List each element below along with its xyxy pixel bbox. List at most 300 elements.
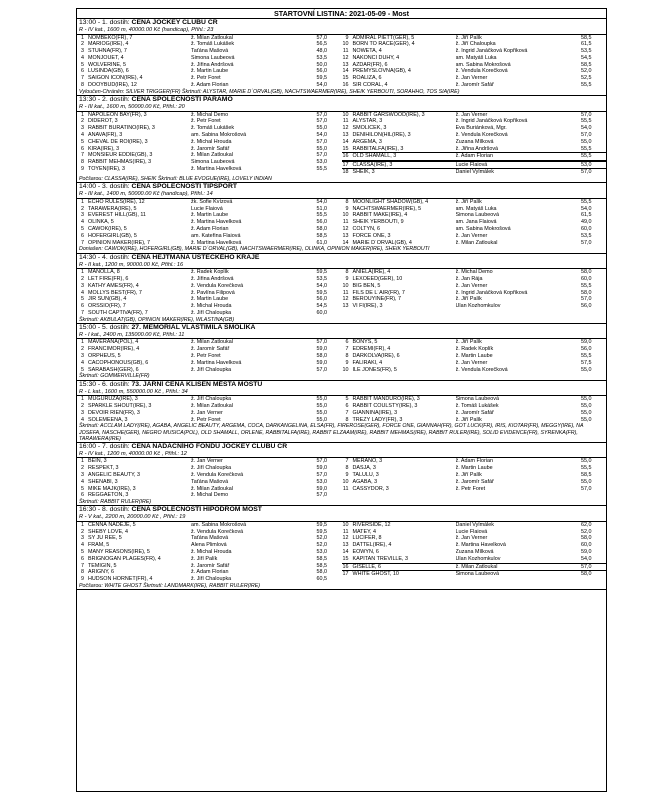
runner-number: 14 — [342, 549, 349, 556]
horse-name: DARKOLVA(IRE), 6 — [352, 353, 400, 360]
jockey-name: ž. Michal Hrouda — [191, 549, 232, 556]
race-meta: R - L kat., 1600 m, 550000.00 Kč , Přihl.: 34 — [77, 389, 606, 397]
runner-number: 1 — [81, 396, 84, 403]
table-row — [342, 303, 607, 310]
horse-name: KAPITAN TREVILLE, 3 — [352, 555, 409, 562]
race-note: Počšarou: CLASSA(IRE), SHEIK Škrtnutí: BLUE EVOGUE(IRE), LOVELY INDIAN — [79, 176, 272, 183]
race-block — [77, 254, 606, 324]
jockey-name: ž. Jaromír Šafář — [191, 145, 230, 152]
carried-weight: 57,0 — [581, 296, 592, 303]
runner-number: 3 — [81, 125, 84, 132]
runner-number: 1 — [81, 339, 84, 346]
table-row — [342, 549, 607, 556]
horse-name: FALIRAKI, 4 — [352, 359, 383, 366]
carried-weight: 55,5 — [581, 198, 592, 205]
runner-number: 4 — [81, 219, 84, 226]
race-heading — [77, 324, 606, 332]
horse-name: FORCE ONE, 3 — [352, 232, 391, 239]
runner-column-left — [77, 269, 342, 317]
horse-name: NAPOLEON BAY(FR), 3 — [88, 111, 147, 118]
race-note: Škrtnutí: AKBULAT(GB), OPINION MAKER(IRE), WLASTINA(GB) — [79, 316, 235, 323]
horse-name: SHEBY LOVE, 4 — [88, 528, 129, 535]
table-row — [77, 339, 342, 346]
horse-name: DEVOIR RIEN(FR), 3 — [88, 409, 140, 416]
table-row — [342, 219, 607, 226]
race-meta: R - V kat., 2200 m, 20000.00 Kč , Přihl.: 19 — [77, 514, 606, 522]
race-meta: R - IV kat., 1200 m, 40000.00 Kč , Přihl.: 12 — [77, 451, 606, 459]
runner-number: 1 — [81, 269, 84, 276]
horse-name: MUGURUZA(IRE), 3 — [88, 396, 138, 403]
carried-weight: 52,5 — [581, 75, 592, 82]
jockey-name: ž. Radek Koplík — [191, 269, 229, 276]
runner-number: 11 — [342, 219, 349, 226]
runner-number: 11 — [342, 289, 349, 296]
runner-number: 8 — [81, 82, 84, 89]
horse-name: EVEREST HILL(GB), 11 — [88, 212, 146, 219]
jockey-name: ž. Jiří Palík — [455, 339, 482, 346]
carried-weight: 58,5 — [316, 562, 327, 569]
table-row — [342, 125, 607, 132]
table-row — [77, 542, 342, 549]
horse-name: DOOYBUD(IRE), 12 — [88, 82, 137, 89]
carried-weight: 57,0 — [316, 472, 327, 478]
carried-weight: 56,0 — [316, 68, 327, 75]
jockey-name: ž. Martin Laube — [191, 68, 229, 75]
table-row — [77, 360, 342, 367]
table-row — [77, 206, 342, 213]
carried-weight: 57,0 — [316, 152, 327, 159]
race-meta: R - III kat., 1600 m, 50000.00 Kč, Přihl.: 20 — [77, 104, 606, 112]
carried-weight: 58,0 — [581, 289, 592, 296]
table-row — [342, 48, 607, 55]
race-block — [77, 19, 606, 96]
jockey-name: ž. Martina Havelková — [191, 359, 242, 366]
jockey-name: ž. Vendula Korečková — [455, 366, 508, 373]
horse-name: OLD SHAMALL, 3 — [352, 153, 397, 160]
horse-name: MANY REASONS(IRE), 5 — [88, 549, 150, 556]
jockey-name: ž. Tomáš Lukášek — [191, 125, 235, 132]
runner-number: 6 — [81, 232, 84, 239]
carried-weight: 59,5 — [316, 269, 327, 276]
runner-number: 8 — [81, 569, 84, 576]
runner-column-left — [77, 396, 342, 423]
horse-name: FRAM, 5 — [88, 542, 110, 549]
table-row — [77, 269, 342, 276]
table-row — [342, 226, 607, 233]
jockey-name: Lucie Flaiová — [455, 528, 488, 535]
carried-weight: 59,5 — [316, 528, 327, 535]
runner-column-right — [342, 112, 607, 177]
table-row — [342, 367, 607, 374]
runner-number: 13 — [342, 232, 349, 239]
carried-weight: 49,0 — [581, 219, 592, 226]
jockey-name: ž. Martina Havelková — [191, 219, 242, 226]
table-row — [77, 75, 342, 82]
runner-number: 9 — [345, 205, 349, 212]
race-block — [77, 324, 606, 381]
table-row — [77, 152, 342, 159]
jockey-name: žk. Sofie Kvízová — [191, 198, 233, 205]
carried-weight: 54,5 — [316, 303, 327, 310]
horse-name: TEMIGIN, 5 — [88, 562, 117, 569]
horse-name: COLTYN, 6 — [352, 226, 380, 233]
jockey-name: am. Sabina Mokrošová — [455, 226, 511, 233]
runner-number: 5 — [81, 366, 84, 373]
horse-name: MONJOUET, 4 — [88, 54, 124, 61]
carried-weight: 55,0 — [581, 409, 592, 416]
horse-name: DATTEL(IRE), 4 — [352, 542, 392, 549]
jockey-name: ž. Jan Verner — [455, 535, 488, 542]
horse-name: ORPHEUS, 5 — [88, 353, 121, 360]
carried-weight: 57,0 — [581, 563, 592, 570]
table-row — [342, 199, 607, 206]
table-row — [342, 206, 607, 213]
jockey-name: am. Jana Flaiová — [455, 219, 497, 226]
carried-weight: 57,0 — [316, 34, 327, 41]
horse-name: CLASSA(IRE), 3 — [352, 161, 393, 168]
table-row — [342, 132, 607, 139]
carried-weight: 55,0 — [581, 402, 592, 409]
horse-name: GIANNINA(IRE), 3 — [352, 409, 398, 416]
jockey-name: ž. Jiřina Andršová — [191, 275, 234, 282]
runner-number: 5 — [81, 226, 84, 233]
runner-number: 8 — [345, 198, 349, 205]
carried-weight: 54,0 — [581, 555, 592, 562]
carried-weight: 55,0 — [581, 478, 592, 485]
carried-weight: 54,0 — [581, 125, 592, 132]
jockey-name: ž. Vendula Korečková — [191, 282, 244, 289]
jockey-name: ž. Milan Zatloukal — [191, 402, 233, 409]
horse-name: OPINION MAKER(IRE), 7 — [88, 239, 151, 246]
race-time-label: 13:00 - 1. dostih: — [79, 19, 132, 26]
runner-number: 4 — [81, 359, 84, 366]
horse-name: ADMIRAL PIETT(GER), 5 — [352, 34, 415, 41]
horse-name: EDREMI(FR), 4 — [352, 346, 391, 353]
carried-weight: 61,0 — [316, 239, 327, 246]
horse-name: ILE JONES(FR), 5 — [352, 366, 397, 373]
table-row — [77, 146, 342, 153]
jockey-name: Daniel Vylmálek — [455, 169, 494, 176]
carried-weight: 50,0 — [316, 61, 327, 68]
carried-weight: 59,0 — [581, 339, 592, 346]
runner-number: 11 — [342, 528, 349, 535]
jockey-name: ž. Jiří Chaloupka — [191, 465, 232, 472]
carried-weight: 57,0 — [316, 111, 327, 118]
table-row — [77, 310, 342, 317]
table-row — [77, 82, 342, 89]
runner-column-right — [342, 396, 607, 423]
jockey-name: ž. Martin Laube — [455, 465, 493, 472]
horse-name: REGGAETON, 3 — [88, 492, 129, 499]
horse-name: TARAWERA(IRE), 5 — [88, 205, 137, 212]
runner-column-right — [342, 35, 607, 89]
horse-name: MIKE MAJK(IRE), 3 — [88, 485, 136, 492]
races-container — [77, 19, 606, 590]
table-row — [342, 529, 607, 536]
race-name: CENA HEJTMANA ÚSTECKÉHO KRAJE — [131, 253, 260, 261]
jockey-name: ž. Jaromír Šafář — [455, 478, 494, 485]
carried-weight: 55,0 — [316, 145, 327, 152]
carried-weight: 56,0 — [316, 296, 327, 303]
table-row — [342, 290, 607, 297]
horse-name: MOLLYS BEST(FR), 7 — [88, 289, 142, 296]
jockey-name: ž. Martina Havelková — [191, 165, 242, 172]
carried-weight: 55,0 — [581, 366, 592, 373]
table-row — [77, 403, 342, 410]
table-row — [342, 571, 607, 578]
runner-table — [77, 112, 606, 177]
runner-number: 3 — [81, 535, 84, 542]
horse-name: RESPEKT, 3 — [88, 465, 119, 472]
runner-number: 6 — [81, 492, 84, 499]
runner-column-right — [342, 522, 607, 583]
runner-number: 1 — [81, 34, 84, 41]
sheet-title: STARTOVNÍ LISTINA: 2021-05-09 - Most — [77, 9, 606, 19]
carried-weight: 55,0 — [316, 409, 327, 416]
runner-number: 5 — [81, 549, 84, 556]
horse-name: ANIELA(IRE), 4 — [352, 269, 391, 276]
jockey-name: ž. Jan Verner — [455, 111, 488, 118]
horse-name: ECHO RULES(IRE), 12 — [88, 198, 145, 205]
horse-name: ORSSIO(FR), 7 — [88, 303, 126, 310]
horse-name: ROALIZA, 6 — [352, 75, 382, 82]
table-row — [77, 166, 342, 173]
jockey-name: ž. Milan Zatloukal — [191, 34, 233, 41]
table-row — [342, 55, 607, 62]
carried-weight: 56,5 — [316, 41, 327, 48]
carried-weight: 57,0 — [581, 169, 592, 176]
jockey-name: ž. Petr Foret — [191, 75, 221, 82]
runner-number: 7 — [81, 309, 84, 316]
race-block — [77, 381, 606, 443]
table-row — [77, 458, 342, 465]
horse-name: TREZY LADY(FR), 3 — [352, 416, 403, 423]
table-row — [77, 535, 342, 542]
carried-weight: 58,5 — [581, 61, 592, 68]
table-row — [342, 353, 607, 360]
runner-number: 4 — [81, 131, 84, 138]
horse-name: SHEIK, 3 — [352, 169, 375, 176]
table-row — [342, 283, 607, 290]
runner-table — [77, 199, 606, 247]
horse-name: HUDSON HORNET(FR), 4 — [88, 576, 153, 583]
carried-weight: 57,0 — [316, 458, 327, 465]
start-list-sheet — [76, 8, 607, 792]
race-time-label: 16:00 - 7. dostih: — [79, 442, 132, 450]
carried-weight: 55,5 — [581, 118, 592, 125]
carried-weight: 58,5 — [316, 555, 327, 562]
jockey-name: ž. Michal Hrouda — [191, 303, 232, 310]
runner-column-right — [342, 458, 607, 499]
table-row — [77, 479, 342, 486]
horse-name: GISELLE, 6 — [352, 563, 381, 570]
horse-name: PREMYSLOVNA(GB), 4 — [352, 68, 411, 75]
horse-name: RIVERSIDE, 12 — [352, 521, 391, 528]
carried-weight: 57,0 — [581, 485, 592, 492]
runner-number: 2 — [81, 346, 84, 353]
horse-name: SAIGON ICON(IRE), 4 — [88, 75, 143, 82]
jockey-name: Simona Laubeová — [191, 54, 235, 61]
runner-number: 1 — [81, 111, 84, 118]
horse-name: RABBIT BURATINO(IRE), 3 — [88, 125, 155, 132]
jockey-name: Eva Buriánková, Mgr. — [455, 125, 507, 132]
horse-name: LUSINDA(GB), 6 — [88, 68, 129, 75]
runner-number: 15 — [342, 145, 349, 152]
runner-number: 9 — [345, 472, 349, 478]
jockey-name: ž. Milan Zatloukal — [191, 339, 233, 346]
table-row — [342, 82, 607, 89]
carried-weight: 53,0 — [316, 478, 327, 485]
runner-number: 6 — [81, 303, 84, 310]
table-row — [342, 75, 607, 82]
runner-number: 6 — [81, 145, 84, 152]
carried-weight: 53,5 — [316, 54, 327, 61]
race-name: 73. JARNÍ CENA KLISEN MĚSTA MOSTU — [131, 380, 263, 388]
runner-column-left — [77, 522, 342, 583]
horse-name: MONSIEUR EDDIE(GB), 3 — [88, 152, 153, 159]
jockey-name: ž. Jaromír Šafář — [191, 346, 230, 353]
runner-table — [77, 339, 606, 373]
horse-name: SHENABI, 3 — [88, 478, 118, 485]
runner-number: 9 — [81, 576, 84, 583]
table-row — [77, 549, 342, 556]
race-name: CENA SPOLEČNOSTI PARAMO — [131, 96, 233, 104]
runner-number: 10 — [342, 212, 349, 219]
table-row — [77, 199, 342, 206]
runner-number: 7 — [81, 562, 84, 569]
table-row — [342, 146, 607, 153]
race-name: CENA JOCKEY CLUBU ČR — [131, 19, 218, 26]
runner-number: 15 — [342, 555, 349, 562]
runner-number: 8 — [81, 159, 84, 166]
table-row — [77, 132, 342, 139]
race-time-label: 15:30 - 6. dostih: — [79, 380, 132, 388]
table-row — [77, 303, 342, 310]
horse-name: BIG BEN, 5 — [352, 282, 381, 289]
runner-number: 9 — [345, 359, 349, 366]
horse-name: SMOLÍČEK, 3 — [352, 125, 387, 132]
runner-number: 2 — [81, 205, 84, 212]
horse-name: VI FI(IRE), 3 — [352, 303, 383, 310]
table-row — [77, 472, 342, 479]
horse-name: NAKONCI DUHY, 4 — [352, 54, 400, 61]
race-block — [77, 96, 606, 183]
horse-name: EOWYN, 6 — [352, 549, 379, 556]
table-row — [77, 346, 342, 353]
table-row — [342, 563, 607, 572]
runner-number: 5 — [81, 61, 84, 68]
horse-name: CASSYDOR, 3 — [352, 485, 389, 492]
jockey-name: ž. Jan Verner — [455, 282, 488, 289]
table-row — [77, 240, 342, 247]
runner-number: 11 — [342, 485, 349, 492]
carried-weight: 54,0 — [316, 82, 327, 89]
horse-name: HOFERGIRL(GB), 5 — [88, 232, 137, 239]
table-row — [342, 269, 607, 276]
jockey-name: ž. Michal Demo — [191, 492, 229, 499]
runner-number: 6 — [81, 68, 84, 75]
table-row — [342, 41, 607, 48]
carried-weight: 52,0 — [581, 68, 592, 75]
runner-number: 12 — [342, 125, 349, 132]
carried-weight: 53,5 — [316, 275, 327, 282]
jockey-name: ž. Vendula Korečková — [191, 528, 244, 535]
table-row — [77, 276, 342, 283]
runner-number: 13 — [342, 303, 349, 310]
carried-weight: 57,0 — [316, 138, 327, 145]
carried-weight: 57,0 — [316, 366, 327, 373]
table-row — [342, 118, 607, 125]
race-meta: R - I kat., 2400 m, 135000.00 Kč, Přihl.: 11 — [77, 332, 606, 340]
carried-weight: 51,0 — [316, 205, 327, 212]
table-row — [77, 556, 342, 563]
jockey-name: ž. Milan Zatloukal — [191, 152, 233, 159]
horse-name: ARGEMA, 3 — [352, 138, 382, 145]
runner-number: 9 — [81, 165, 84, 172]
race-note: Škrtnutí: GOMMERVILLE(FR) — [79, 373, 150, 380]
horse-name: BONYS, 5 — [352, 339, 378, 346]
horse-name: MAVERANA(POL), 4 — [88, 339, 139, 346]
runner-number: 13 — [342, 542, 349, 549]
runner-number: 3 — [81, 409, 84, 416]
carried-weight: 55,0 — [581, 458, 592, 465]
carried-weight: 59,0 — [316, 465, 327, 472]
runner-number: 7 — [81, 75, 84, 82]
runner-number: 12 — [342, 54, 349, 61]
jockey-name: Taťána Mašová — [191, 478, 229, 485]
horse-name: NOMBEKO(FR), 7 — [88, 34, 133, 41]
table-row — [342, 472, 607, 479]
race-name: 27. MEMORIÁL VLASTIMILA SMOLÍKA — [131, 323, 256, 331]
carried-weight: 55,5 — [581, 153, 592, 160]
carried-weight: 57,0 — [316, 118, 327, 125]
carried-weight: 52,0 — [316, 542, 327, 549]
jockey-name: ž. Petr Foret — [191, 416, 221, 423]
horse-name: BRIGNOGAN PLAGES(FR), 4 — [88, 555, 161, 562]
runner-number: 16 — [342, 563, 349, 570]
runner-number: 13 — [342, 61, 349, 68]
runner-column-right — [342, 199, 607, 247]
race-note: Škrtnutí: ACCLAM LADY(IRE), AGABA, ANGELIC BEAUTY, ARGEMA, COCA, DARKANGELINA, ELSA(FR), FIREROSE(GER), FORCE ONE, GIANNAH(FR), GOT LUCK(FR), IRIS, KIOTAR(FR), MEGGY(IRE), NA JOSEFA, NASCHE(GER), NEGRO MUSICA(POL), OLD SHAMALL, ORLENE, RABBITALFA(IRE), RABBIT ELZAAM(IRE), RABBIT MEHMAS(IRE), RABBIT RULER(IRE), SOLID EVIDENCE(FR), SYRENKA(FR), TARAWERA(IRE) — [79, 423, 584, 442]
carried-weight: 54,0 — [581, 205, 592, 212]
table-row — [77, 486, 342, 493]
jockey-name: Lucie Flaiová — [191, 205, 223, 212]
jockey-name: ž. Jiří Chaloupka — [191, 396, 232, 403]
race-meta: R - III kat., 1400 m, 50000.00 Kč (handicap), Přihl.: 14 — [77, 191, 606, 199]
runner-number: 2 — [81, 118, 84, 125]
runner-number: 6 — [345, 402, 349, 409]
table-row — [342, 458, 607, 465]
table-row — [342, 296, 607, 303]
horse-name: KATHY AMES(FR), 4 — [88, 282, 139, 289]
runner-number: 8 — [345, 465, 349, 472]
carried-weight: 55,0 — [316, 416, 327, 423]
horse-name: RABBIT MANDURO(IRE), 3 — [352, 396, 420, 403]
horse-name: WOLVERINE, 5 — [88, 61, 126, 68]
runner-number: 10 — [342, 111, 349, 118]
horse-name: CENNÁ NADĚJE, 5 — [88, 521, 136, 528]
table-row — [77, 296, 342, 303]
runner-table — [77, 522, 606, 583]
runner-table — [77, 396, 606, 423]
table-row — [77, 465, 342, 472]
jockey-name: am. Kateřina Flaiová — [191, 232, 241, 239]
horse-name: CHEVAL DE ROI(IRE), 3 — [88, 138, 148, 145]
table-row — [342, 339, 607, 346]
runner-number: 10 — [342, 366, 349, 373]
runner-number: 3 — [81, 282, 84, 289]
carried-weight: 57,0 — [581, 131, 592, 138]
